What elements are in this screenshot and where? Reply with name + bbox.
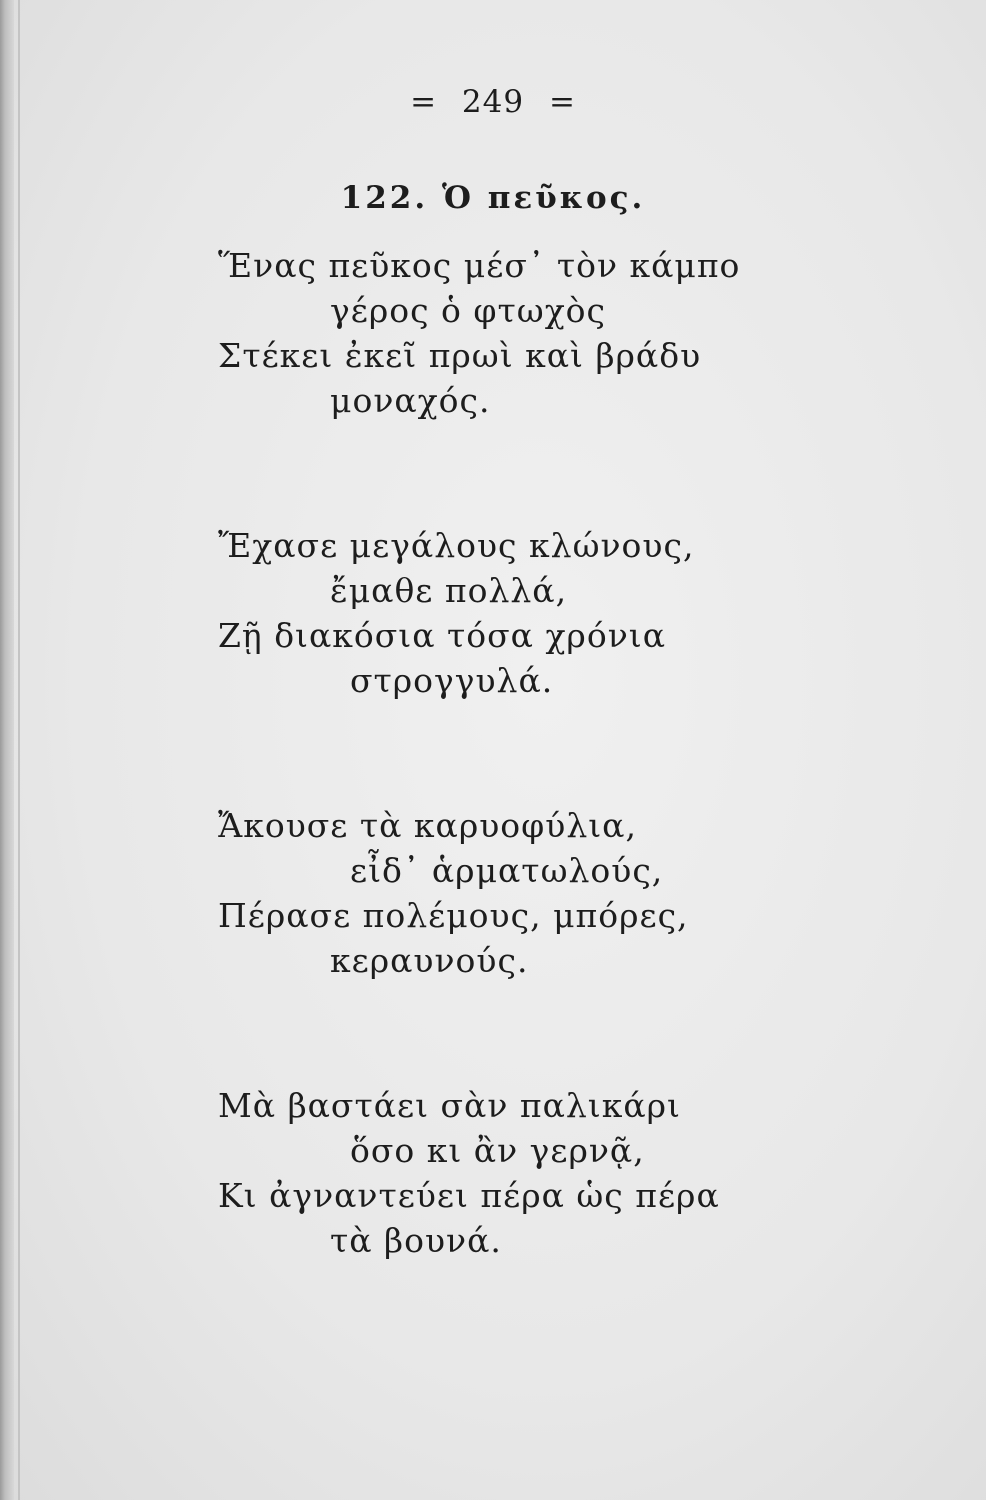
page-header	[0, 84, 986, 120]
poem-line: τὰ βουνά.	[330, 1221, 502, 1260]
poem-body	[0, 243, 986, 1363]
poem-line: Ζῇ διακόσια τόσα χρόνια	[218, 616, 666, 655]
poem-line: εἶδ᾽ ἁρματωλούς,	[350, 851, 664, 890]
poem-line: Στέκει ἐκεῖ πρωὶ καὶ βράδυ	[218, 336, 702, 375]
poem-line: μοναχός.	[330, 381, 491, 420]
poem-line: Κι ἀγναντεύει πέρα ὡς πέρα	[218, 1176, 720, 1215]
poem-line: ἔμαθε πολλά,	[330, 571, 568, 610]
stanza	[0, 1083, 986, 1263]
stanza	[0, 243, 986, 423]
poem-line: στρογγυλά.	[350, 661, 554, 700]
poem-line: Πέρασε πολέμους, μπόρες,	[218, 896, 689, 935]
poem-line: Ἔχασε μεγάλους κλώνους,	[218, 526, 695, 565]
header-dash-left: =	[410, 84, 438, 120]
page-number: 249	[461, 84, 525, 120]
poem-line: ὅσο κι ἂν γερνᾷ,	[350, 1131, 645, 1170]
poem-line: Ἄκουσε τὰ καρυοφύλια,	[218, 806, 637, 845]
poem-line: Ἕνας πεῦκος μέσ᾽ τὸν κάμπο	[218, 246, 741, 285]
poem-line: κεραυνούς.	[330, 941, 529, 980]
stanza	[0, 523, 986, 703]
poem-line: γέρος ὁ φτωχὸς	[330, 291, 607, 330]
header-dash-right: =	[548, 84, 576, 120]
poem-title: 122. Ὁ πεῦκος.	[340, 180, 646, 216]
poem-line: Μὰ βαστάει σὰν παλικάρι	[218, 1086, 681, 1125]
stanza	[0, 803, 986, 983]
